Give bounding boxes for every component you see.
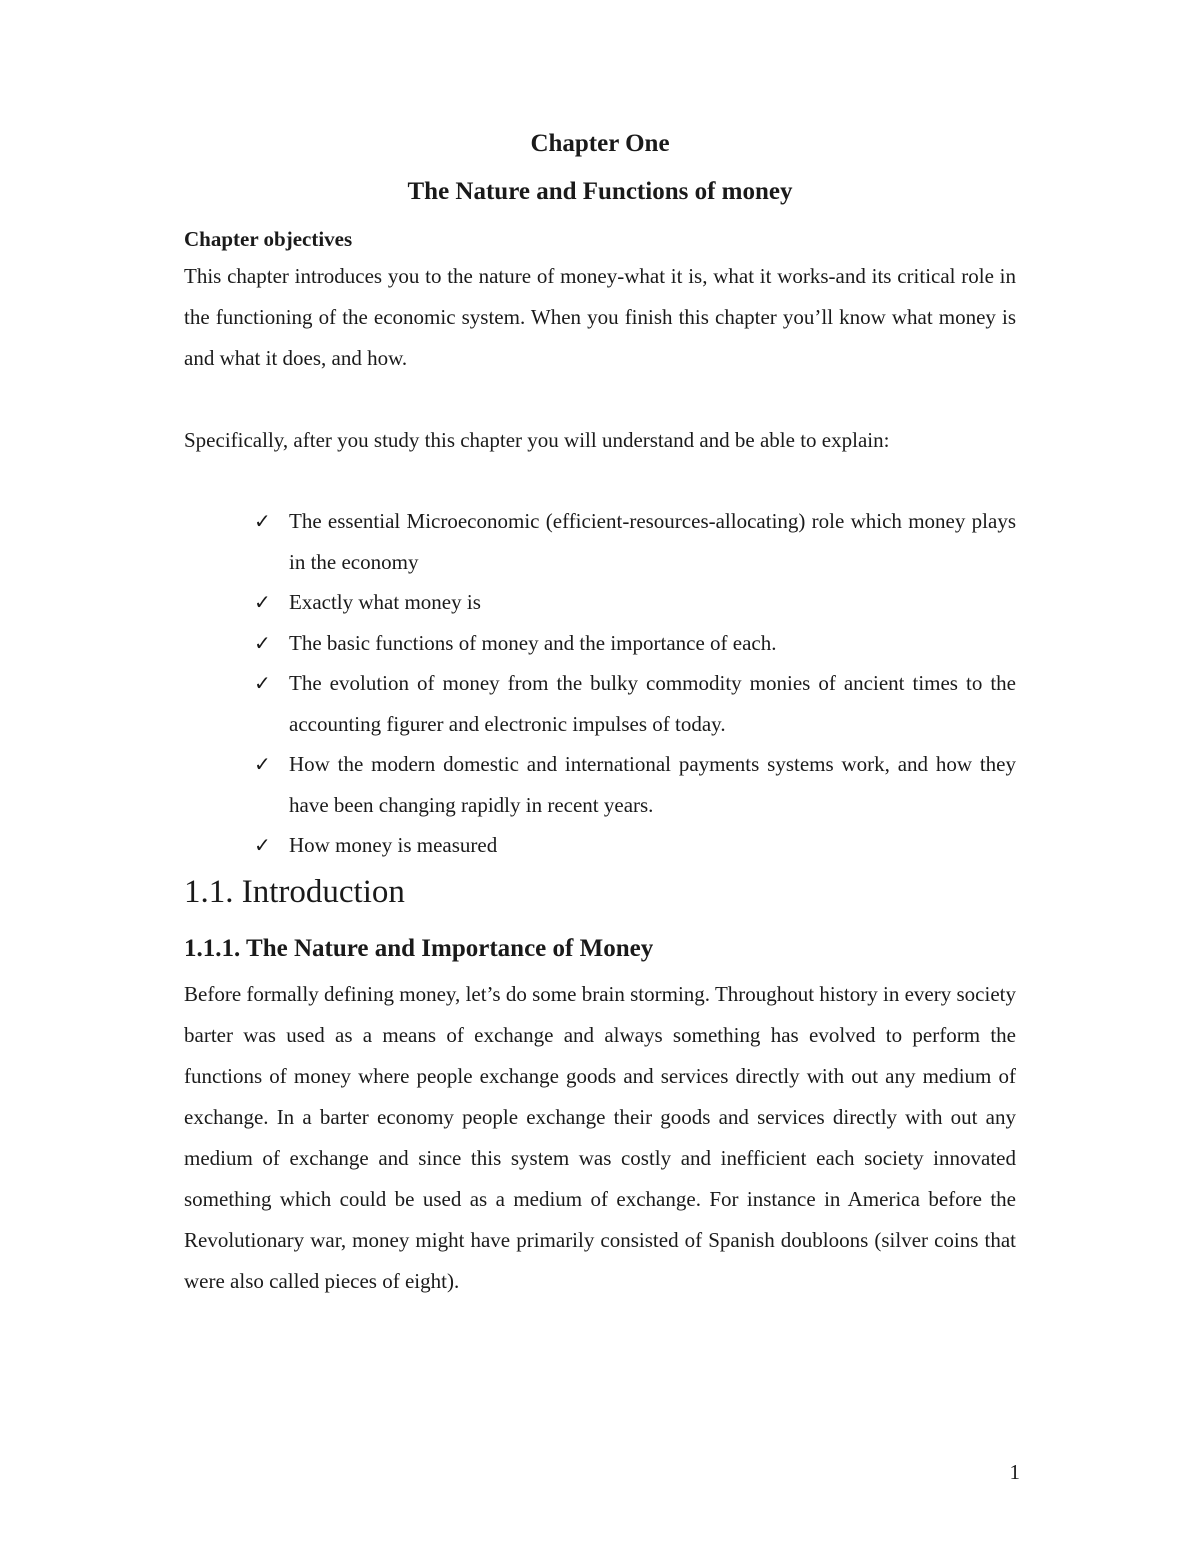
checkmark-icon: ✓	[254, 833, 271, 857]
objectives-lead-paragraph: Specifically, after you study this chapter you will understand and be able to explain:	[184, 428, 890, 452]
checkmark-icon: ✓	[254, 752, 271, 776]
list-item-text: How money is measured	[289, 833, 498, 857]
checkmark-icon: ✓	[254, 671, 271, 695]
list-item	[254, 582, 1016, 623]
checkmark-icon: ✓	[254, 590, 271, 614]
checkmark-icon: ✓	[254, 630, 271, 655]
objectives-intro-paragraph: This chapter introduces you to the nature of money-what it is, what it works-and its critical role in the functioning of the economic system. When you finish this chapter you’ll know what money is and what it does, and how.	[184, 264, 1016, 370]
chapter-subtitle: The Nature and Functions of money	[407, 178, 793, 205]
list-item	[254, 623, 1016, 664]
list-item	[254, 663, 1016, 744]
checkmark-icon: ✓	[254, 509, 271, 533]
list-item-text: The essential Microeconomic (efficient-resources-allocating) role which money plays in the economy	[289, 509, 1016, 574]
subsection-title: 1.1.1. The Nature and Importance of Money	[184, 935, 654, 962]
section-title: 1.1. Introduction	[184, 874, 405, 910]
list-item-text: The basic functions of money and the importance of each.	[289, 630, 777, 655]
list-item	[254, 744, 1016, 825]
list-item-text: The evolution of money from the bulky commodity monies of ancient times to the accounting figurer and electronic impulses of today.	[289, 671, 1016, 736]
list-item	[254, 501, 1016, 582]
chapter-title: Chapter One	[530, 130, 670, 157]
page-number: 1	[1009, 1460, 1020, 1484]
objectives-list	[254, 501, 1016, 866]
list-item-text: How the modern domestic and international payments systems work, and how they have been changing rapidly in recent years.	[289, 752, 1016, 817]
objectives-heading: Chapter objectives	[184, 227, 353, 251]
list-item-text: Exactly what money is	[289, 590, 481, 614]
list-item	[254, 825, 1016, 866]
body-paragraph: Before formally defining money, let’s do some brain storming. Throughout history in every society barter was used as a means of exchange and always something has evolved to perform the functions of money where people exchange goods and services directly with out any medium of exchange. In a barter economy people exchange their goods and services directly with out any medium of exchange and since this system was costly and inefficient each society innovated something which could be used as a medium of exchange. For instance in America before the Revolutionary war, money might have primarily consisted of Spanish doubloons (silver coins that were also called pieces of eight).	[184, 982, 1016, 1293]
